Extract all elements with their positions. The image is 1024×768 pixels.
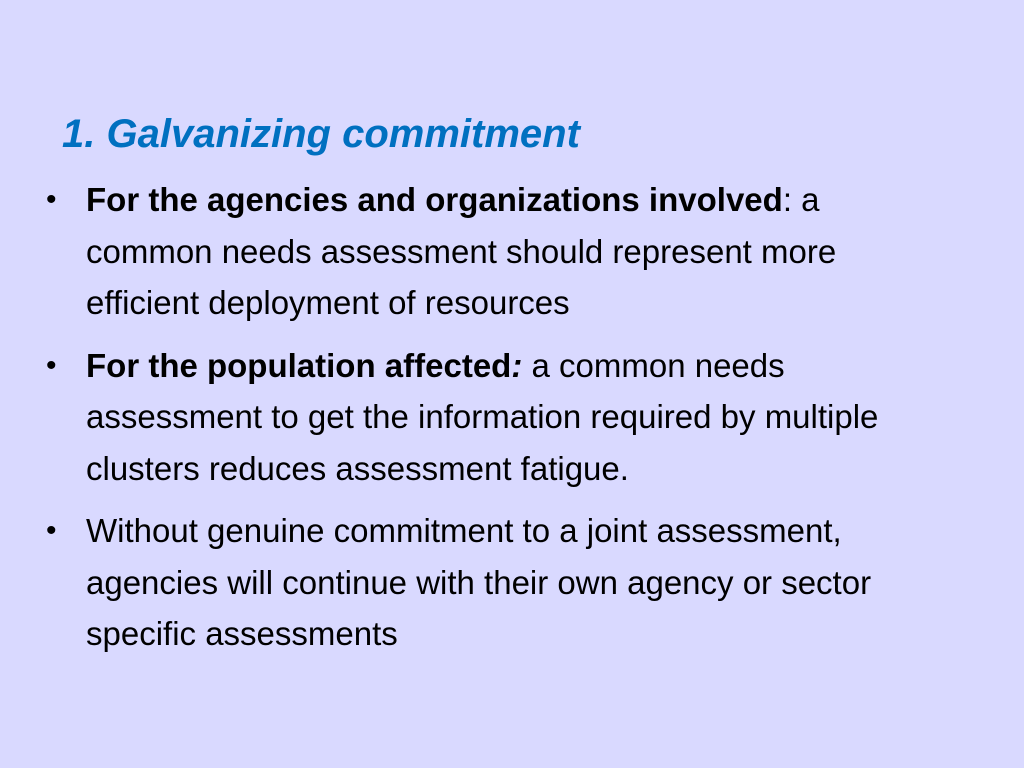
bullet-bold-lead: For the agencies and organizations involved (86, 181, 783, 218)
bullet-marker: • (46, 514, 57, 547)
bullet-separator: : (511, 346, 523, 384)
bullet-text: a common needs assessment should represent more efficient deployment of resources (86, 181, 837, 321)
slide-title: 1. Galvanizing commitment (62, 112, 580, 156)
bullet-marker: • (46, 348, 57, 382)
bullet-text: Without genuine commitment to a joint assessment, agencies will continue with their own agency or sector specific assessments (86, 512, 872, 652)
bullet-item-population (44, 340, 924, 495)
bullet-separator: : (782, 181, 792, 218)
bullet-text: a common needs assessment to get the information required by multiple clusters reduces assessment fatigue. (86, 346, 879, 487)
bullet-marker: • (46, 183, 57, 216)
bullet-list (44, 174, 924, 671)
bullet-item-agencies (44, 174, 924, 329)
bullet-bold-lead: For the population affected (86, 346, 512, 384)
bullet-item-commitment (44, 505, 924, 660)
